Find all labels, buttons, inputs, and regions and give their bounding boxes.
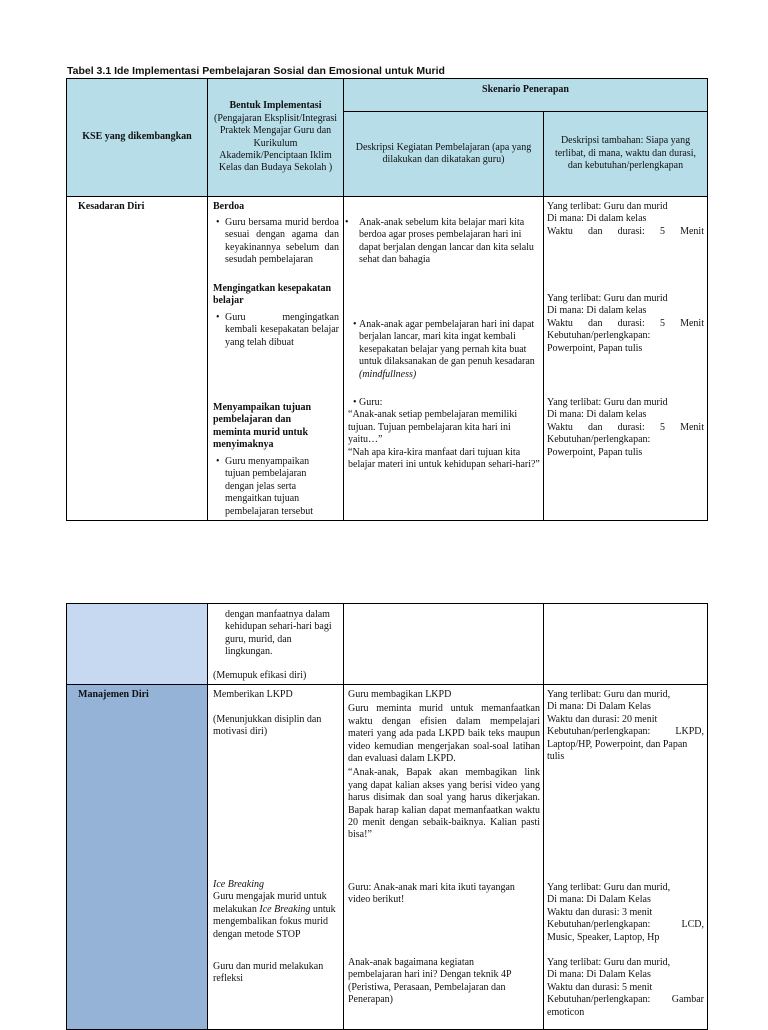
- lkpd-title: Memberikan LKPD: [213, 689, 293, 700]
- berdoa-title: Berdoa: [213, 201, 245, 212]
- ice-breaking-block: Ice Breaking Guru mengajak murid untuk melakukan Ice Breaking untuk mengembalikan fokus murid dengan metode STOP: [213, 879, 336, 940]
- ice-desc: Guru: Anak-anak mari kita ikuti tayangan video berikut!: [348, 882, 515, 906]
- bentuk-continuation: dengan manfaatnya dalam kehidupan sehari-hari bagi guru, murid, dan lingkungan. (Memupuk efikasi diri): [208, 604, 344, 685]
- kesepakatan-bullet: • Guru mengingatkan kembali kesepakatan belajar yang telah dibuat: [216, 312, 339, 348]
- tambahan-continuation: [544, 604, 708, 685]
- bentuk-manajemen: [208, 685, 344, 1030]
- kse-manajemen-diri: Manajemen Diri: [67, 685, 208, 1030]
- bullet-icon: •: [216, 217, 220, 228]
- lkpd-desc: Guru membagikan LKPD Guru meminta murid untuk memanfaatkan waktu dengan efisien dalam mempelajari materi yang ada pada LKPD baik teks maupun video kemudian mengerjakan soal-soal latihan dan evaluasi dalam LKPD. “Anak-anak, Bapak akan membagikan link yang dapat kalian akses yang berisi video yang harus disimak dan soal yang harus dikerjakan. Bapak harap kalian dapat memanfaatkan waktu 20 menit dengan sebaik-baiknya. Kalian pasti bisa!”: [348, 689, 540, 841]
- tujuan-title: Menyampaikan tujuan pembelajaran dan meminta murid untuk menyimaknya: [213, 402, 312, 451]
- tujuan-tambahan: Yang terlibat: Guru dan murid Di mana: Di dalam kelas Waktu dan durasi: 5 Menit Kebutuhan/perlengkapan: Powerpoint, Papan tulis: [547, 397, 704, 458]
- bullet-icon: •: [353, 319, 357, 330]
- lkpd-tambahan: Yang terlibat: Guru dan murid, Di mana: Di Dalam Kelas Waktu dan durasi: 20 menit Kebutuhan/perlengkapan: LKPD, Laptop/HP, Powerpoint, dan Papan tulis: [547, 689, 704, 763]
- header-bentuk: Bentuk Implementasi (Pengajaran Eksplisit/Integrasi Praktek Mengajar Guru dan Kurikulum Akademik/Penciptaan Iklim Kelas dan Budaya Sekolah ): [208, 79, 344, 197]
- implementation-table-continued: [66, 603, 708, 1030]
- header-skenario: Skenario Penerapan: [344, 79, 708, 112]
- tambahan-kesadaran: [544, 197, 708, 521]
- lkpd-note: (Menunjukkan disiplin dan motivasi diri): [213, 714, 322, 738]
- deskripsi-continuation: [344, 604, 544, 685]
- bullet-icon: •: [216, 312, 220, 323]
- header-deskripsi: Deskripsi Kegiatan Pembelajaran (apa yang dilakukan dan dikatakan guru): [344, 112, 544, 197]
- tambahan-manajemen: [544, 685, 708, 1030]
- implementation-table: [66, 78, 708, 521]
- tujuan-bullet: • Guru menyampaikan tujuan pembelajaran dengan jelas serta mengaitkan tujuan pembelajaran tersebut: [216, 456, 314, 517]
- kesepakatan-tambahan: Yang terlibat: Guru dan murid Di mana: Di dalam kelas Waktu dan durasi: 5 Menit Kebutuhan/perlengkapan: Powerpoint, Papan tulis: [547, 293, 704, 354]
- berdoa-bullet: • Guru bersama murid berdoa sesuai dengan agama dan keyakinannya sebelum dan sesudah pembelajaran: [216, 217, 339, 266]
- tujuan-desc: • Guru: “Anak-anak setiap pembelajaran memiliki tujuan. Tujuan pembelajaran kita hari ini yaitu…” “Nah apa kira-kira manfaat dari tujuan kita belajar materi ini untuk kehidupan sehari-hari?”: [348, 397, 540, 471]
- header-kse: KSE yang dikembangkan: [67, 79, 208, 197]
- ice-tambahan: Yang terlibat: Guru dan murid, Di mana: Di Dalam Kelas Waktu dan durasi: 3 menit Kebutuhan/perlengkapan: LCD, Music, Speaker, Laptop, Hp: [547, 882, 704, 943]
- bullet-icon: •: [345, 217, 349, 228]
- berdoa-desc: • Anak-anak sebelum kita belajar mari kita berdoa agar proses pembelajaran hari ini dapat berjalan dengan lancar dan kita selalu sehat dan bahagia: [345, 217, 534, 266]
- kesepakatan-title: Mengingatkan kesepakatan belajar: [213, 283, 332, 307]
- refleksi-title: Guru dan murid melakukan refleksi: [213, 961, 324, 985]
- bentuk-kesadaran: [208, 197, 344, 521]
- berdoa-tambahan: Yang terlibat: Guru dan murid Di mana: Di dalam kelas Waktu dan durasi: 5 Menit: [547, 201, 704, 237]
- refleksi-tambahan: Yang terlibat: Guru dan murid, Di mana: Di Dalam Kelas Waktu dan durasi: 5 menit Kebutuhan/perlengkapan: Gambar emoticon: [547, 957, 704, 1018]
- deskripsi-manajemen: [344, 685, 544, 1030]
- table-caption: Tabel 3.1 Ide Implementasi Pembelajaran Sosial dan Emosional untuk Murid: [67, 65, 445, 77]
- refleksi-desc: Anak-anak bagaimana kegiatan pembelajaran hari ini? Dengan teknik 4P (Peristiwa, Perasaan, Pembelajaran dan Penerapan): [348, 957, 512, 1006]
- header-tambahan: Deskripsi tambahan: Siapa yang terlibat, di mana, waktu dan durasi, dan kebutuhan/perlengkapan: [544, 112, 708, 197]
- bullet-icon: •: [216, 456, 220, 467]
- deskripsi-kesadaran: [344, 197, 544, 521]
- kesepakatan-desc: • Anak-anak agar pembelajaran hari ini dapat berjalan lancar, mari kita ingat kembali kesepakatan belajar yang pernah kita buat untuk dilaksanakan de gan penuh kesadaran (mindfullness): [353, 319, 535, 380]
- kse-kesadaran-diri: Kesadaran Diri: [67, 197, 208, 521]
- bullet-icon: •: [353, 397, 357, 408]
- kse-continuation: [67, 604, 208, 685]
